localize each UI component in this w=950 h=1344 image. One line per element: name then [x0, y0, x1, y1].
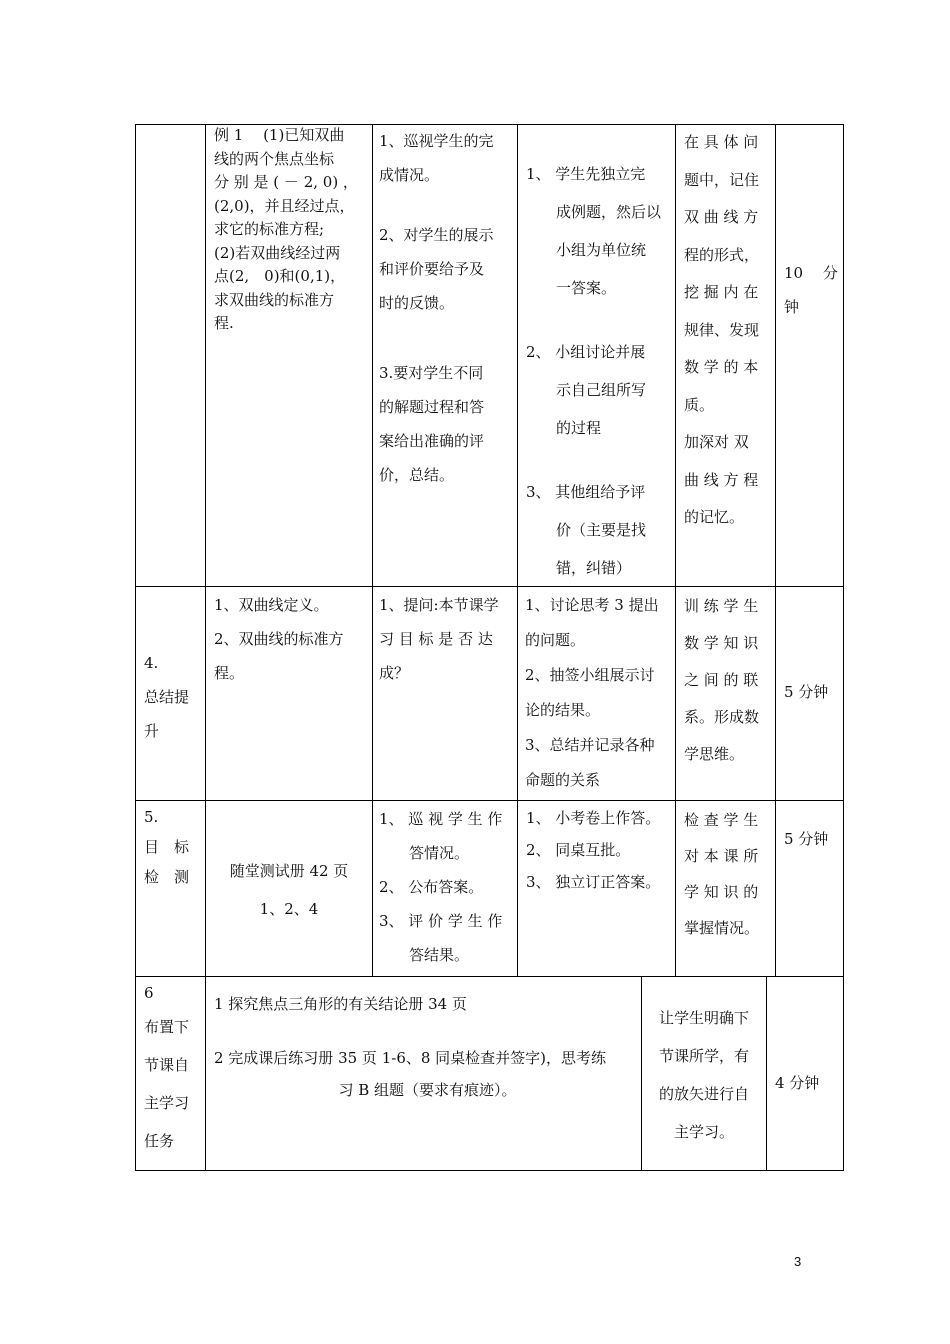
text-line: 学 知 识 的 — [684, 883, 759, 901]
text-line — [379, 320, 517, 346]
row3-student — [526, 802, 675, 898]
text-line: 2、 同桌互批。 — [526, 841, 631, 859]
row1-student — [526, 155, 675, 587]
text-line — [526, 307, 675, 333]
text-line: 和评价要给予及 — [379, 260, 485, 278]
text-line: 1、提问:本节课学 — [379, 596, 499, 614]
text-line: 双 曲 线 方 — [684, 208, 759, 226]
text-line: 检 查 学 生 — [684, 811, 759, 829]
text-line: 主学习 — [144, 1094, 190, 1112]
text-line: 6 — [144, 984, 154, 1002]
text-line: 1、 巡 视 学 生 作 — [379, 810, 503, 828]
row-divider-2 — [135, 800, 844, 801]
text-line: 错，纠错） — [526, 559, 632, 577]
text-line: 1、讨论思考 3 提出 — [525, 596, 659, 614]
text-line: 求双曲线的标准方 — [214, 290, 335, 309]
text-line: 成例题，然后以 — [526, 203, 662, 221]
col-divider-intent — [775, 124, 776, 977]
text-line: 求它的标准方程; — [214, 220, 325, 238]
table-border-bottom — [135, 1170, 844, 1171]
row4-time — [775, 1070, 843, 1096]
text-line: 分 别 是 ( － 2, 0) ， — [214, 173, 358, 191]
text-line: 示自己组所写 — [526, 381, 647, 399]
text-line: 目 标 — [144, 838, 190, 856]
text-line: 2、对学生的展示 — [379, 226, 494, 244]
text-line: 学思维。 — [684, 745, 745, 763]
row3-teacher — [379, 802, 517, 972]
text-line: 的放矢进行自 — [658, 1085, 749, 1103]
text-line: 论的结果。 — [525, 701, 601, 719]
table-border-left — [135, 124, 136, 1171]
text-line — [526, 447, 675, 473]
text-line: 点(2, 0)和(0,1)， — [214, 267, 346, 285]
text-line: 加深对 双 — [684, 433, 749, 451]
text-line: 掌握情况。 — [684, 919, 760, 937]
text-line: 4. — [144, 654, 159, 672]
text-line: 2、抽签小组展示讨 — [525, 666, 655, 684]
row4-stage — [144, 978, 204, 1160]
text-line: 的过程 — [526, 419, 602, 437]
row2-time — [784, 679, 842, 705]
text-line — [214, 1020, 641, 1042]
row4-intent — [642, 999, 766, 1151]
text-line: 1、 小考卷上作答。 — [526, 809, 661, 827]
text-line: 1、2、4 — [259, 900, 319, 918]
text-line: 1、双曲线定义。 — [214, 596, 329, 614]
text-line: 线的两个焦点坐标 — [214, 149, 335, 168]
text-line: 一答案。 — [526, 279, 617, 297]
text-line: 升 — [144, 722, 160, 740]
text-line — [379, 346, 517, 356]
text-line: 3、 评 价 学 生 作 — [379, 912, 503, 930]
text-line: 对 本 课 所 — [684, 847, 759, 865]
text-line: 3、 独立订正答案。 — [526, 873, 661, 891]
text-line: 系。形成数 — [684, 708, 760, 726]
table-border-right — [843, 124, 844, 1171]
text-line: 习 B 组题（要求有痕迹）。 — [338, 1081, 517, 1099]
text-line: 程的形式， — [684, 245, 760, 264]
text-line — [379, 192, 517, 218]
row-divider-1 — [135, 586, 844, 587]
row3-time — [784, 826, 842, 852]
text-line: 4 分钟 — [775, 1074, 820, 1092]
text-line: 数 学 的 本 — [684, 358, 759, 376]
text-line: 命题的关系 — [525, 771, 601, 789]
text-line: 3.要对学生不同 — [379, 364, 484, 382]
text-line: (2,0)，并且经过点， — [214, 196, 355, 215]
text-line: 成情况。 — [379, 166, 440, 184]
row3-content — [206, 852, 372, 928]
text-line: 价，总结。 — [379, 466, 455, 484]
text-line: 例 1 (1)已知双曲 — [214, 126, 345, 144]
text-line: 习 目 标 是 否 达 — [379, 630, 493, 648]
text-line: 2、 公布答案。 — [379, 878, 484, 896]
row1-intent — [684, 124, 775, 537]
row3-stage — [144, 802, 204, 892]
text-line: 5 分钟 — [784, 830, 829, 848]
text-line: 钟 — [784, 298, 800, 316]
text-line: 2 完成课后练习册 35 页 1-6、8 同桌检查并签字)，思考练 — [214, 1049, 607, 1067]
text-line: 2、 小组讨论并展 — [526, 343, 646, 361]
text-line: 的解题过程和答 — [379, 398, 485, 416]
text-line: 10 分 — [784, 264, 838, 282]
text-line: 1、巡视学生的完 — [379, 132, 494, 150]
row1-teacher — [379, 124, 517, 492]
text-line: 训 练 学 生 — [684, 597, 759, 615]
text-line: 题中，记住 — [684, 170, 760, 189]
text-line: 程。 — [214, 664, 245, 682]
row1-content — [214, 124, 372, 336]
text-line: 总结提 — [144, 688, 190, 706]
text-line: 成？ — [379, 664, 410, 682]
text-line: 3、 其他组给予评 — [526, 483, 646, 501]
row2-student — [525, 588, 675, 798]
page-number: 3 — [794, 1254, 802, 1269]
col-divider-teacher — [517, 124, 518, 977]
row-divider-3 — [135, 976, 844, 977]
text-line: 小组为单位统 — [526, 241, 647, 259]
text-line: 检 测 — [144, 868, 190, 886]
text-line: (2)若双曲线经过两 — [214, 243, 341, 262]
col-divider-student — [675, 124, 676, 977]
text-line: 挖 掘 内 在 — [684, 283, 759, 301]
text-line: 5 分钟 — [784, 683, 829, 701]
text-line: 曲 线 方 程 — [684, 470, 759, 489]
row2-intent — [684, 588, 775, 773]
text-line: 的问题。 — [525, 631, 586, 649]
text-line: 布置下 — [144, 1018, 190, 1036]
row2-stage — [144, 646, 204, 748]
row1-time — [784, 256, 842, 324]
text-line: 1、 学生先独立完 — [526, 165, 646, 183]
text-line: 案给出准确的评 — [379, 432, 485, 450]
text-line: 让学生明确下 — [658, 1009, 749, 1027]
text-line: 在 具 体 问 — [684, 133, 759, 151]
row2-teacher — [379, 588, 517, 690]
row4-divider-intent — [766, 976, 767, 1171]
col-divider-content — [372, 124, 373, 977]
text-line: 答结果。 — [379, 946, 470, 964]
text-line: 时的反馈。 — [379, 294, 455, 312]
text-line: 数 学 知 识 — [684, 634, 759, 652]
text-line: 之 间 的 联 — [684, 671, 759, 689]
text-line: 主学习。 — [673, 1123, 734, 1141]
text-line: 1 探究焦点三角形的有关结论册 34 页 — [214, 995, 467, 1013]
col-divider-stage — [205, 124, 206, 1171]
row3-intent — [684, 802, 775, 946]
text-line: 任务 — [144, 1132, 175, 1150]
text-line: 答情况。 — [379, 844, 470, 862]
text-line: 质。 — [684, 395, 715, 414]
text-line: 价（主要是找 — [526, 521, 647, 539]
text-line: 的记忆。 — [684, 508, 745, 526]
text-line: 程. — [214, 314, 234, 332]
row4-content — [214, 988, 641, 1106]
text-line: 随堂测试册 42 页 — [229, 862, 349, 880]
text-line: 节课自 — [144, 1056, 190, 1074]
text-line: 2、双曲线的标准方 — [214, 630, 344, 648]
text-line: 规律、发现 — [684, 320, 760, 339]
text-line: 节课所学，有 — [658, 1047, 749, 1065]
row2-content — [214, 588, 372, 690]
text-line: 3、总结并记录各种 — [525, 736, 655, 754]
text-line: 5. — [144, 808, 159, 826]
